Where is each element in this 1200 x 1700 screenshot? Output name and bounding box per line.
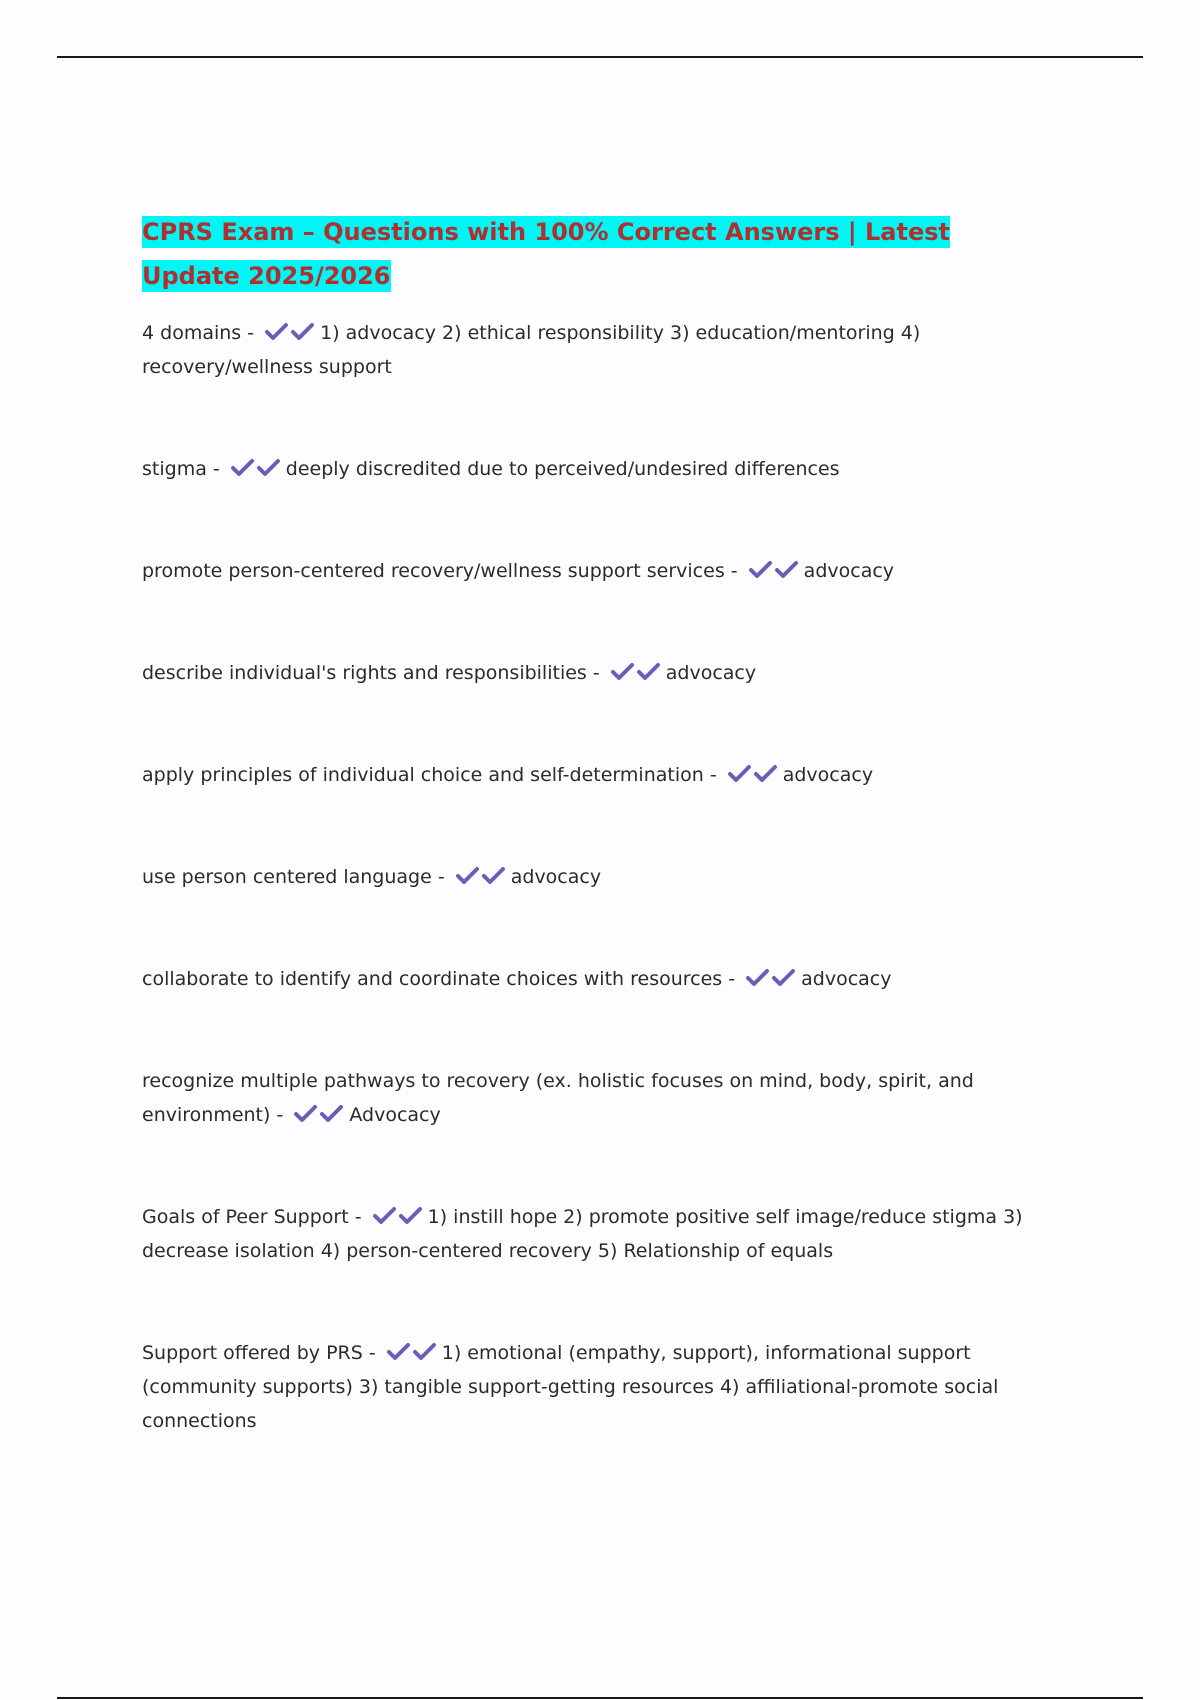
qa-entry [142,1336,1042,1438]
entry-answer: 1) advocacy 2) ethical responsibility 3) education/mentoring 4) recovery/wellness support [142,322,921,378]
document-title: CPRS Exam – Questions with 100% Correct Answers | Latest Update 2025/2026 [142,218,950,290]
entry-answer: deeply discredited due to perceived/undesired differences [285,458,840,480]
entry-separator: - [206,458,226,480]
entry-separator: - [241,322,261,344]
qa-entry [142,316,1042,384]
check-mark-icon [386,1342,412,1362]
check-marks [745,962,797,996]
check-mark-icon [771,968,797,988]
entry-answer: advocacy [803,560,895,582]
entry-separator: - [722,968,742,990]
check-marks [386,1336,438,1370]
entry-separator: - [431,866,451,888]
check-mark-icon [256,458,282,478]
check-mark-icon [774,560,800,580]
check-mark-icon [230,458,256,478]
entry-answer: Advocacy [349,1104,441,1126]
qa-entry [142,758,1042,792]
check-marks [727,758,779,792]
entry-list [142,316,1042,1438]
qa-entry [142,1200,1042,1268]
check-marks [610,656,662,690]
check-marks [748,554,800,588]
entry-separator: - [586,662,606,684]
check-mark-icon [753,764,779,784]
entry-answer: advocacy [782,764,874,786]
entry-answer: advocacy [665,662,757,684]
entry-separator: - [724,560,744,582]
entry-answer: advocacy [801,968,892,990]
entry-answer: 1) emotional (empathy, support), informational support (community supports) 3) tangible support-getting resources 4) affiliational-promote social connections [142,1342,999,1432]
check-mark-icon [636,662,662,682]
entry-term: Goals of Peer Support [142,1206,349,1228]
check-mark-icon [398,1206,424,1226]
check-mark-icon [610,662,636,682]
check-mark-icon [727,764,753,784]
check-mark-icon [372,1206,398,1226]
document-body [142,210,1042,1438]
entry-separator: - [270,1104,290,1126]
qa-entry [142,962,1042,996]
entry-term: apply principles of individual choice and self-determination [142,764,704,786]
check-mark-icon [745,968,771,988]
entry-separator: - [703,764,723,786]
entry-separator: - [362,1342,382,1364]
qa-entry [142,860,1042,894]
entry-term: recognize multiple pathways to recovery (ex. holistic focuses on mind, body, spirit, and environment) [142,1070,974,1126]
check-mark-icon [319,1104,345,1124]
check-marks [230,452,282,486]
entry-term: collaborate to identify and coordinate choices with resources [142,968,723,990]
qa-entry [142,656,1042,690]
entry-separator: - [348,1206,368,1228]
qa-entry [142,554,1042,588]
entry-term: describe individual's rights and responsibilities [142,662,587,684]
entry-term: stigma [142,458,207,480]
top-rule [57,56,1143,58]
entry-term: use person centered language [142,866,432,888]
bottom-rule [57,1697,1143,1699]
check-mark-icon [264,322,290,342]
check-mark-icon [293,1104,319,1124]
entry-answer: advocacy [510,866,602,888]
entry-term: promote person-centered recovery/wellness support services [142,560,725,582]
check-mark-icon [748,560,774,580]
qa-entry [142,1064,1042,1132]
check-mark-icon [455,866,481,886]
check-marks [293,1098,345,1132]
entry-answer: 1) instill hope 2) promote positive self image/reduce stigma 3) decrease isolation 4) person-centered recovery 5) Relationship of equals [142,1206,1023,1262]
entry-term: 4 domains [142,322,242,344]
check-mark-icon [481,866,507,886]
entry-term: Support offered by PRS [142,1342,363,1364]
qa-entry [142,452,1042,486]
check-marks [372,1200,424,1234]
check-marks [455,860,507,894]
check-mark-icon [290,322,316,342]
check-mark-icon [412,1342,438,1362]
check-marks [264,316,316,350]
